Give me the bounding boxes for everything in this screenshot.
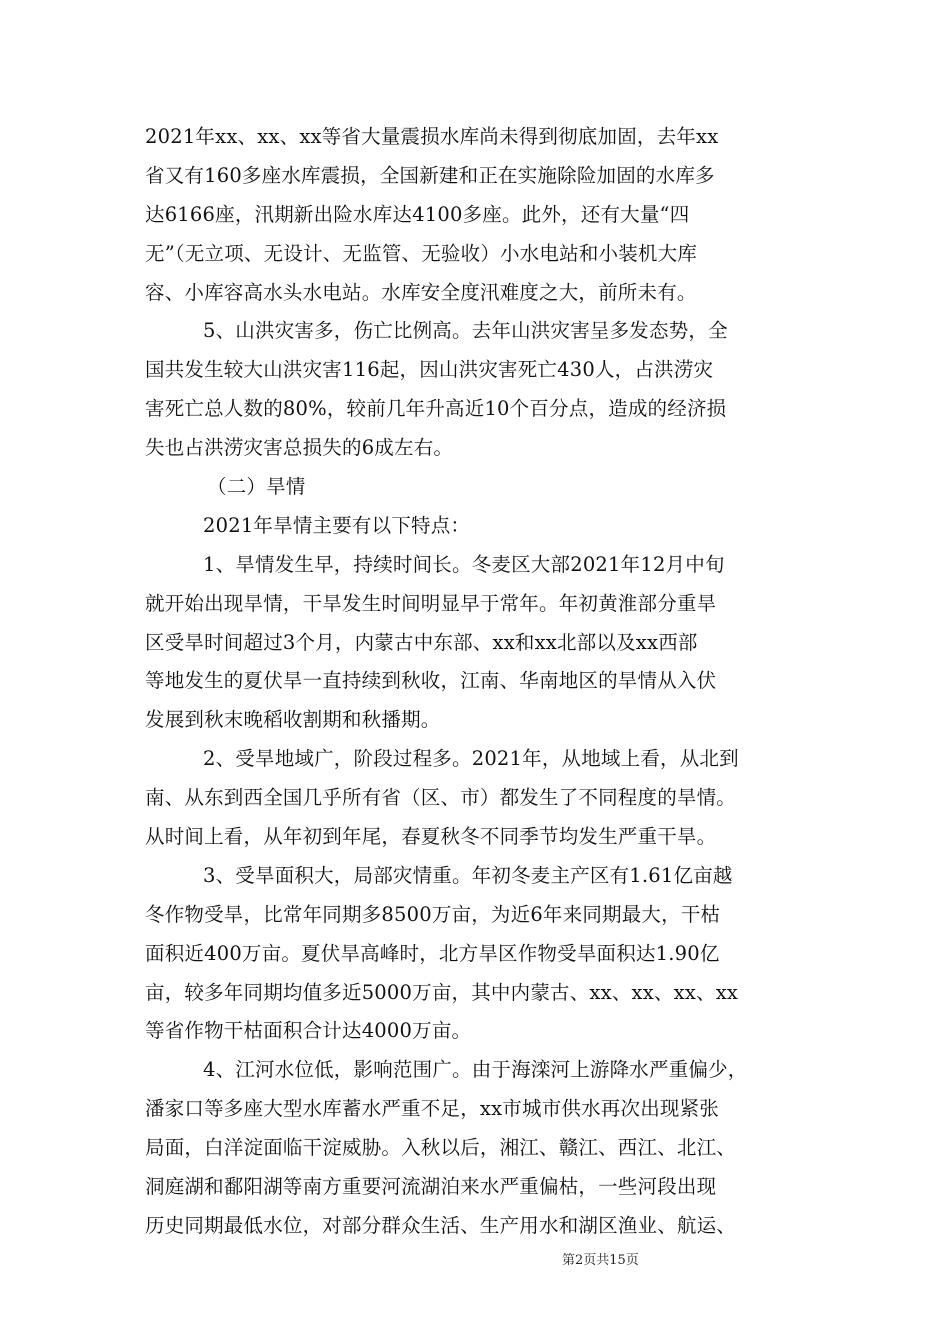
text-line: 发展到秋末晚稻收割期和秋播期。 [145,708,441,732]
text-line: 面积近400万亩。夏伏旱高峰时，北方旱区作物受旱面积达1.90亿 [145,941,720,965]
text-line: 无”（无立项、无设计、无监管、无验收）小水电站和小装机大库 [145,241,698,265]
text-line: 达6166座，汛期新出险水库达4100多座。此外，还有大量“四 [145,202,690,226]
text-line: 就开始出现旱情，干旱发生时间明显早于常年。年初黄淮部分重旱 [145,591,717,615]
page-number: 第2页共15页 [562,1253,639,1268]
paragraph-start: 5、山洪灾害多，伤亡比例高。去年山洪灾害呈多发态势，全 [203,319,728,343]
text-line: 等地发生的夏伏旱一直持续到秋收，江南、华南地区的旱情从入伏 [145,669,717,693]
text-line: 冬作物受旱，比常年同期多8500万亩，为近6年来同期最大，干枯 [145,902,721,926]
text-line: 区受旱时间超过3个月，内蒙古中东部、xx和xx北部以及xx西部 [145,630,698,654]
text-line: 亩，较多年同期均值多近5000万亩，其中内蒙古、xx、xx、xx、xx [145,980,739,1004]
text-line: 从时间上看，从年初到年尾，春夏秋冬不同季节均发生严重干旱。 [145,825,717,849]
text-line: 局面，白洋淀面临干淀威胁。入秋以后，湘江、赣江、西江、北江、 [145,1136,737,1160]
paragraph-start: 4、江河水位低，影响范围广。由于海滦河上游降水严重偏少， [203,1058,748,1082]
document-body [145,118,825,1246]
text-line: 2021年xx、xx、xx等省大量震损水库尚未得到彻底加固，去年xx [145,125,719,148]
text-line: 等省作物干枯面积合计达4000万亩。 [145,1019,472,1043]
text-line: 省又有160多座水库震损，全国新建和正在实施除险加固的水库多 [145,163,715,187]
paragraph-start: 2、受旱地域广，阶段过程多。2021年，从地域上看，从北到 [203,747,739,771]
text-line: 害死亡总人数的80%，较前几年升高近10个百分点，造成的经济损 [145,397,727,421]
text-line: 失也占洪涝灾害总损失的6成左右。 [145,436,454,460]
text-line: 历史同期最低水位，对部分群众生活、生产用水和湖区渔业、航运、 [145,1213,737,1237]
text-line: 国共发生较大山洪灾害116起，因山洪灾害死亡430人，占洪涝灾 [145,358,714,382]
paragraph-start: 1、旱情发生早，持续时间长。冬麦区大部2021年12月中旬 [203,552,725,576]
text-line: 潘家口等多座大型水库蓄水严重不足，xx市城市供水再次出现紧张 [145,1097,719,1121]
paragraph-start: 2021年旱情主要有以下特点： [203,513,471,537]
text-line: 南、从东到西全国几乎所有省（区、市）都发生了不同程度的旱情。 [145,786,737,810]
text-line: 容、小库容高水头水电站。水库安全度汛难度之大，前所未有。 [145,280,697,304]
section-heading: （二）旱情 [207,475,306,499]
text-line: 洞庭湖和鄱阳湖等南方重要河流湖泊来水严重偏枯，一些河段出现 [145,1175,717,1199]
paragraph-start: 3、受旱面积大，局部灾情重。年初冬麦主产区有1.61亿亩越 [203,863,733,887]
